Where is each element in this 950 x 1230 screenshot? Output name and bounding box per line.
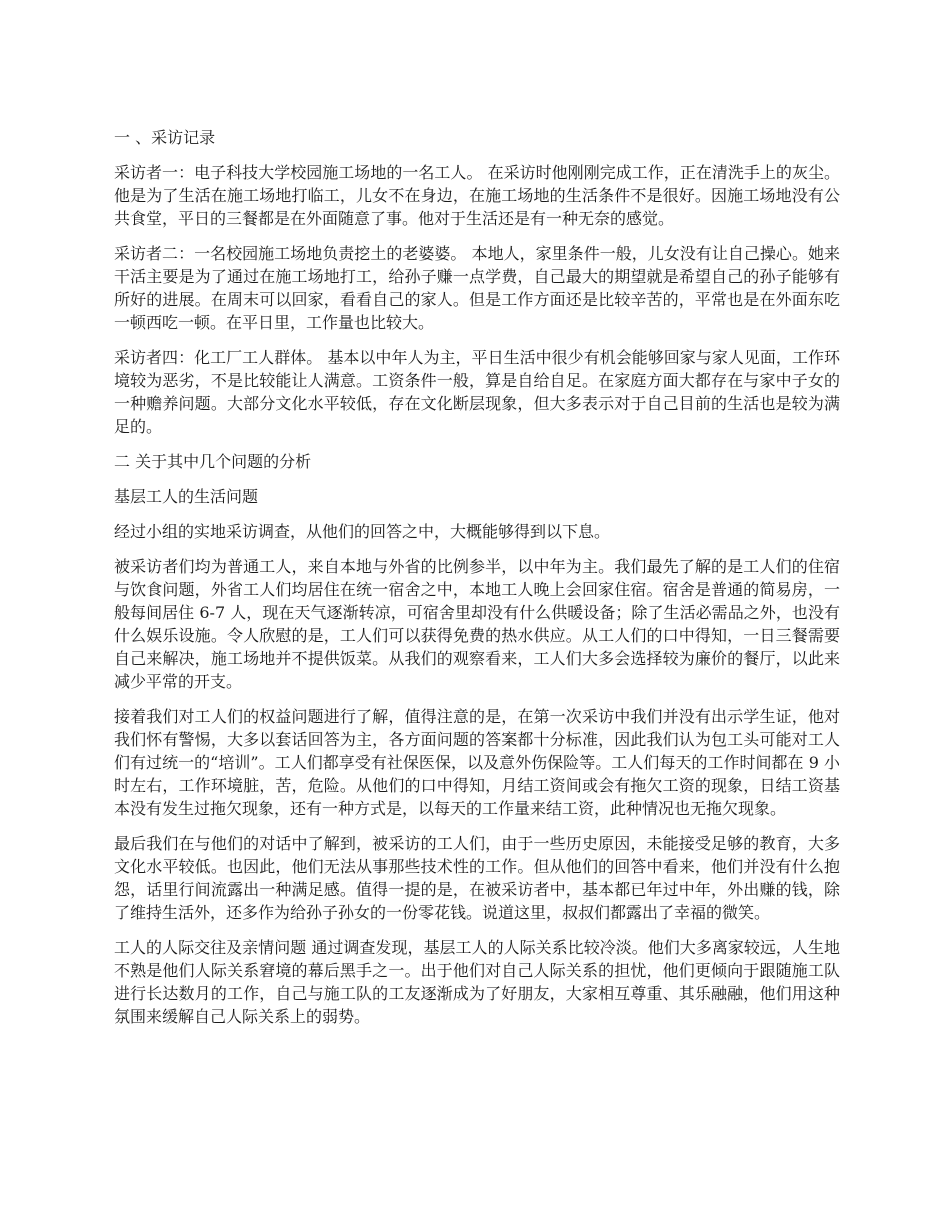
analysis-paragraph-rights: 接着我们对工人们的权益问题进行了解，值得注意的是，在第一次采访中我们并没有出示学生证，他对我们怀有警惕，大多以套话回答为主，各方面问题的答案都十分标准，因此我们认为包工头可能对工人们有过统一的“培训”。工人们都享受有社保医保，以及意外伤保险等。工人们每天的工作时间都在 9 小时左右，工作环境脏，苦，危险。从他们的口中得知，月结工资间或会有拖欠工资的现象，日结工资基本没有发生过拖欠现象，还有一种方式是，以每天的工作量来结工资，此种情况也无拖欠现象。 bbox=[114, 707, 840, 818]
section-heading-analysis: 二 关于其中几个问题的分析 bbox=[114, 452, 312, 471]
interview-paragraph-4: 采访者四：化工厂工人群体。 基本以中年人为主，平日生活中很少有机会能够回家与家人见面，工作环境较为恶劣，不是比较能让人满意。工资条件一般，算是自给自足。在家庭方面大都存在与家中子女的一种赡养问题。大部分文化水平较低，存在文化断层现象，但大多表示对于自己目前的生活也是较为满足的。 bbox=[114, 348, 840, 436]
section-heading-interview-records: 一 、采访记录 bbox=[114, 128, 216, 147]
analysis-paragraph-education: 最后我们在与他们的对话中了解到，被采访的工人们，由于一些历史原因，未能接受足够的教育，大多文化水平较低。也因此，他们无法从事那些技术性的工作。但从他们的回答中看来，他们并没有什么抱怨，话里行间流露出一种满足感。值得一提的是，在被采访者中，基本都已年过中年，外出赚的钱，除了维持生活外，还多作为给孙子孙女的一份零花钱。说道这里，叔叔们都露出了幸福的微笑。 bbox=[114, 834, 840, 922]
analysis-paragraph-housing: 被采访者们均为普通工人，来自本地与外省的比例参半，以中年为主。我们最先了解的是工人们的住宿与饮食问题，外省工人们均居住在统一宿舍之中，本地工人晚上会回家住宿。宿舍是普通的简易房，一般每间居住 6-7 人，现在天气逐渐转凉，可宿舍里却没有什么供暖设备；除了生活必需品之外，也没有什么娱乐设施。令人欣慰的是，工人们可以获得免费的热水供应。从工人们的口中得知，一日三餐需要自己来解决，施工场地并不提供饭菜。从我们的观察看来，工人们大多会选择较为廉价的餐厅，以此来减少平常的开支。 bbox=[114, 557, 840, 691]
interview-paragraph-1: 采访者一：电子科技大学校园施工场地的一名工人。 在采访时他刚刚完成工作，正在清洗手上的灰尘。他是为了生活在施工场地打临工，儿女不在身边，在施工场地的生活条件不是很好。因施工场地没有公共食堂，平日的三餐都是在外面随意了事。他对于生活还是有一种无奈的感觉。 bbox=[114, 163, 840, 228]
analysis-paragraph-intro: 经过小组的实地采访调查，从他们的回答之中，大概能够得到以下息。 bbox=[114, 522, 611, 541]
subheading-living-issues: 基层工人的生活问题 bbox=[114, 487, 259, 506]
document-page bbox=[114, 126, 840, 1040]
interview-paragraph-2: 采访者二：一名校园施工场地负责挖土的老婆婆。 本地人，家里条件一般，儿女没有让自己操心。她来干活主要是为了通过在施工场地打工，给孙子赚一点学费，自己最大的期望就是希望自己的孙子能够有所好的进展。在周末可以回家，看看自己的家人。但是工作方面还是比较辛苦的，平常也是在外面东吃一顿西吃一顿。在平日里，工作量也比较大。 bbox=[114, 244, 840, 332]
analysis-paragraph-relationships: 工人的人际交往及亲情问题 通过调查发现，基层工人的人际关系比较冷淡。他们大多离家较远，人生地不熟是他们人际关系窘境的幕后黑手之一。出于他们对自己人际关系的担忧，他们更倾向于跟随施工队进行长达数月的工作，自己与施工队的工友逐渐成为了好朋友，大家相互尊重、其乐融融，他们用这种氛围来缓解自己人际关系上的弱势。 bbox=[114, 938, 840, 1026]
